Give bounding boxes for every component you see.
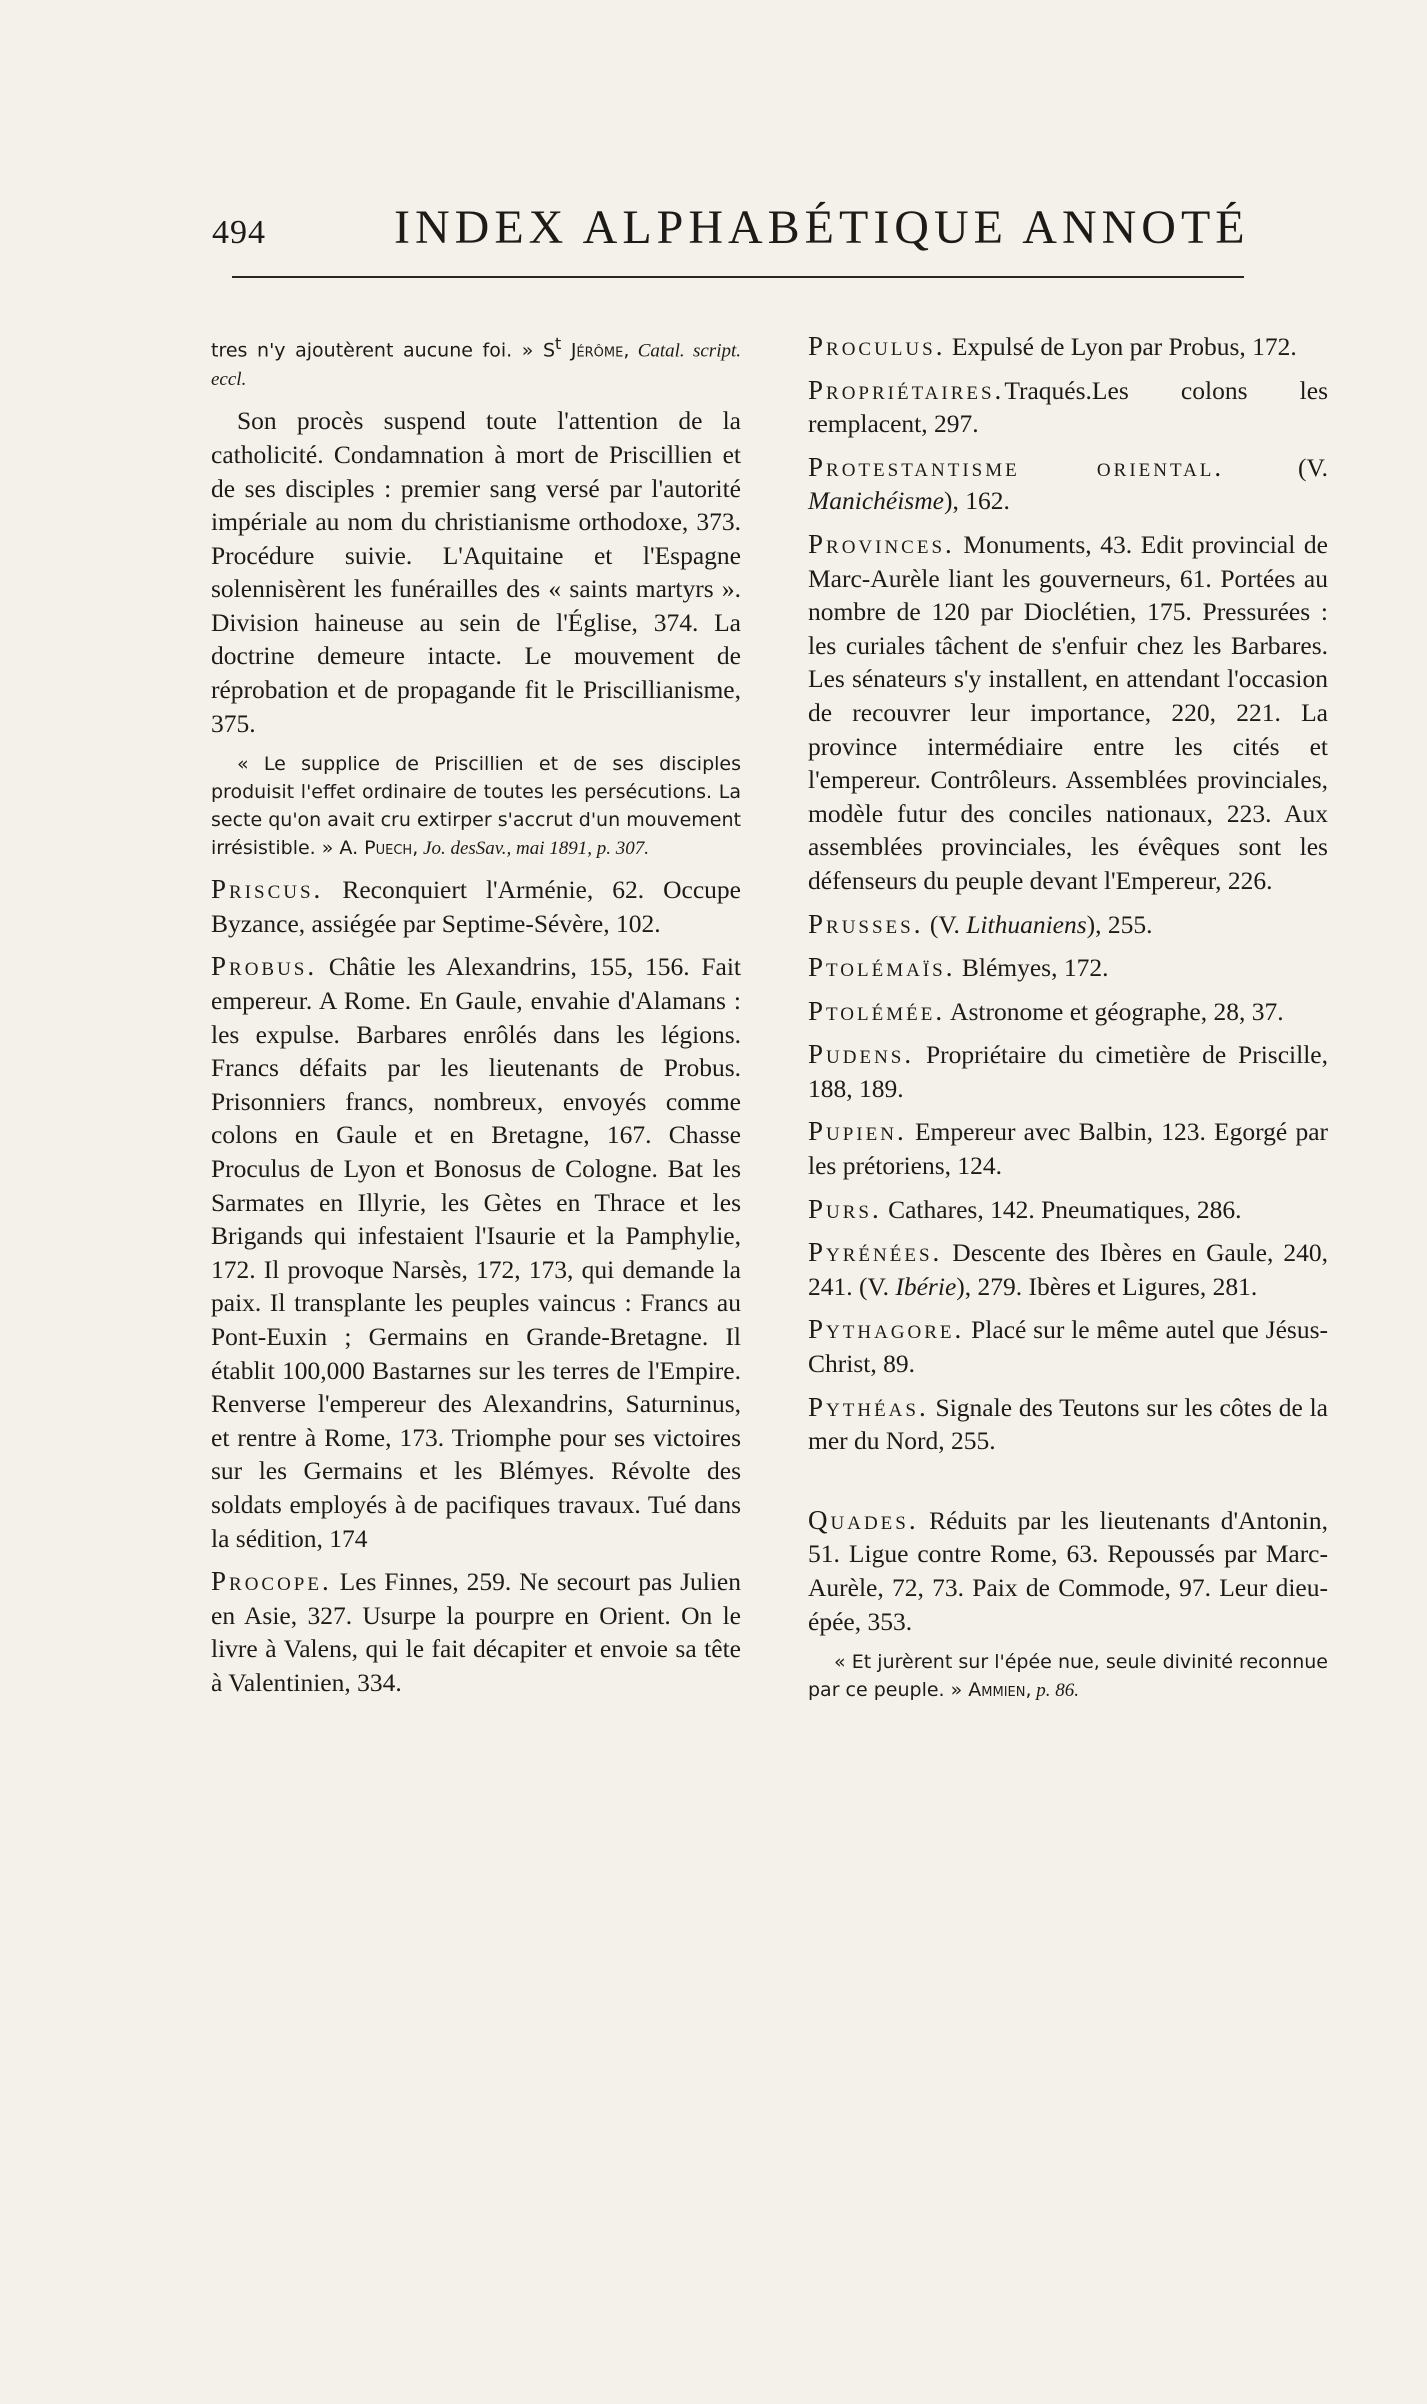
- entry-headword: Procope.: [211, 1566, 332, 1597]
- entry-cross-reference: Ibérie: [895, 1271, 957, 1301]
- header-rule: [232, 276, 1244, 278]
- entry-text-tail: ), 162.: [943, 486, 1010, 516]
- footnote-quote-top: [211, 330, 741, 394]
- note-author: Jérôme,: [561, 339, 630, 362]
- note-author: Puech,: [364, 837, 419, 860]
- index-entry-probus: [211, 950, 741, 1555]
- entry-text: Monuments, 43. Edit provincial de Marc-Aurèle liant les gouverneurs, 61. Portées au nombre de 120 par Dioclétien, 175. Pressurées : les curiales tâchent de s'enfuir chez les Barbares. Les sénateurs s'y installent, en attendant l'occasion de recouvrer leur importance, 220, 221. La province intermédiaire entre les cités et l'empereur. Contrôleurs. Assemblées provinciales, modèle futur des conciles nationaux, 223. Aux assemblées provinciales, les évêques sont les défenseurs du peuple devant l'Empereur, 226.: [808, 529, 1328, 895]
- index-entry-prusses: [808, 908, 1328, 942]
- entry-headword: Ptolémée.: [808, 995, 946, 1026]
- entry-text: (V.: [1224, 452, 1328, 482]
- entry-text: Placé sur le même autel que Jésus-Christ, 89.: [808, 1315, 1328, 1379]
- entry-text: Astronome et géographe, 28, 37.: [945, 996, 1284, 1026]
- page-title: INDEX ALPHABÉTIQUE ANNOTÉ: [394, 201, 1250, 254]
- right-column: [808, 330, 1328, 1715]
- left-column: [211, 330, 741, 1710]
- entry-text: Réduits par les lieutenants d'Antonin, 51. Ligue contre Rome, 63. Repoussés par Marc-Aurèle, 72, 73. Paix de Commode, 97. Leur dieu-épée, 353.: [808, 1505, 1328, 1636]
- entry-text-tail: ), 279. Ibères et Ligures, 281.: [956, 1271, 1258, 1301]
- index-entry-pythagore: [808, 1313, 1328, 1380]
- index-entry-quades: [808, 1504, 1328, 1638]
- footnote-quote-ammien: [808, 1648, 1328, 1705]
- running-head: [212, 200, 1250, 264]
- entry-headword: Pupien.: [808, 1116, 907, 1147]
- index-entry-pytheas: [808, 1391, 1328, 1458]
- entry-text: Les Finnes, 259. Ne secourt pas Julien en Asie, 327. Usurpe la pourpre en Orient. On le livre à Valens, qui le fait décapiter et envoie sa tête à Valentinien, 334.: [211, 1567, 741, 1697]
- index-entry-proculus: [808, 330, 1328, 364]
- footnote-quote-priscillien: [211, 750, 741, 863]
- note-text: tres n'y ajoutèrent aucune foi. » S: [211, 339, 556, 362]
- entry-text: Cathares, 142. Pneumatiques, 286.: [881, 1194, 1242, 1224]
- index-entry-priscus: [211, 873, 741, 940]
- page-number: 494: [212, 214, 266, 251]
- note-reference: Jo. desSav., mai 1891, p. 307.: [418, 838, 650, 860]
- note-author: Ammien,: [968, 1679, 1032, 1702]
- index-entry-purs: [808, 1193, 1328, 1227]
- entry-headword: Quades.: [808, 1504, 919, 1535]
- entry-text: (V.: [923, 909, 967, 939]
- entry-text: Traqués.Les colons les remplacent, 297.: [808, 375, 1328, 439]
- entry-headword: Provinces.: [808, 528, 955, 559]
- entry-continuation: Son procès suspend toute l'attention de la catholicité. Condamnation à mort de Priscillien et de ses disciples : premier sang versé par l'autorité impériale au nom du christianisme orthodoxe, 373. Procédure suivie. L'Aquitaine et l'Espagne solennisèrent les funérailles des « saints martyrs ». Division haineuse au sein de l'Église, 374. La doctrine demeure intacte. Le mouvement de réprobation et de propagande fit le Priscillianisme, 375.: [211, 406, 741, 738]
- index-entry-proprietaires: [808, 374, 1328, 441]
- entry-headword: Propriétaires.: [808, 374, 1005, 405]
- entry-headword: Purs.: [808, 1193, 882, 1224]
- note-text: « Le supplice de Priscillien et de ses disciples produisit l'effet ordinaire de toutes les persécutions. La secte qu'on avait cru extirper s'accrut d'un mouvement irrésistible. » A.: [211, 753, 741, 860]
- index-entry-pudens: [808, 1038, 1328, 1105]
- note-reference: p. 86.: [1031, 1680, 1080, 1702]
- entry-cross-reference: Lithuaniens: [966, 909, 1087, 939]
- entry-headword: Pythéas.: [808, 1391, 929, 1422]
- entry-headword: Probus.: [211, 951, 318, 982]
- index-entry-provinces: [808, 528, 1328, 898]
- entry-text: Reconquiert l'Arménie, 62. Occupe Byzance, assiégée par Septime-Sévère, 102.: [211, 875, 741, 938]
- entry-text: Descente des Ibères en Gaule, 240, 241. (V.: [808, 1238, 1328, 1301]
- entry-text: Châtie les Alexandrins, 155, 156. Fait empereur. A Rome. En Gaule, envahie d'Alamans : les expulse. Barbares enrôlés dans les légions. Francs défaits par les lieutenants de Probus. Prisonniers francs, nombreux, envoyés comme colons en Gaule et en Bretagne, 167. Chasse Proculus de Lyon et Bonosus de Cologne. Bat les Sarmates en Illyrie, les Gètes en Thrace et les Brigands qui infestaient l'Isaurie et la Pamphylie, 172. Il provoque Narsès, 172, 173, qui demande la paix. Il transplante les peuples vaincus : Francs au Pont-Euxin ; Germains en Grande-Bretagne. Il établit 100,000 Bastarnes sur les terres de l'Empire. Renverse l'empereur des Alexandrins, Saturninus, et rentre à Rome, 173. Triomphe pour ses victoires sur les Germains et les Blémyes. Révolte des soldats employés à de pacifiques travaux. Tué dans la sédition, 174: [211, 952, 741, 1553]
- entry-cross-reference: Manichéisme: [808, 486, 944, 516]
- note-text: « Et jurèrent sur l'épée nue, seule divinité reconnue par ce peuple. »: [808, 1651, 1328, 1702]
- index-entry-ptolemais: [808, 951, 1328, 985]
- entry-headword: Proculus.: [808, 331, 946, 361]
- note-reference: Catal. script. eccl.: [211, 340, 742, 391]
- entry-text: Empereur avec Balbin, 123. Egorgé par les prétoriens, 124.: [808, 1117, 1328, 1181]
- index-entry-protestantisme: [808, 451, 1328, 518]
- entry-headword: Pyrénées.: [808, 1237, 943, 1268]
- entry-headword: Protestantisme oriental.: [808, 451, 1225, 482]
- entry-text: Signale des Teutons sur les côtes de la mer du Nord, 255.: [808, 1392, 1328, 1456]
- entry-headword: Priscus.: [211, 874, 324, 905]
- entry-headword: Prusses.: [808, 908, 924, 939]
- index-entry-procope: [211, 1565, 741, 1699]
- entry-text: Blémyes, 172.: [955, 953, 1109, 983]
- entry-headword: Ptolémaïs.: [808, 952, 956, 983]
- index-entry-pyrenees: [808, 1236, 1328, 1303]
- note-sup: t: [555, 334, 562, 353]
- entry-text: Propriétaire du cimetière de Priscille, 188, 189.: [808, 1040, 1328, 1103]
- entry-headword: Pythagore.: [808, 1314, 965, 1345]
- entry-text: Expulsé de Lyon par Probus, 172.: [945, 332, 1297, 361]
- index-entry-ptolemee: [808, 995, 1328, 1029]
- entry-text-tail: ), 255.: [1086, 909, 1153, 939]
- index-entry-pupien: [808, 1115, 1328, 1182]
- entry-headword: Pudens.: [808, 1039, 915, 1070]
- section-gap: [808, 1468, 1328, 1504]
